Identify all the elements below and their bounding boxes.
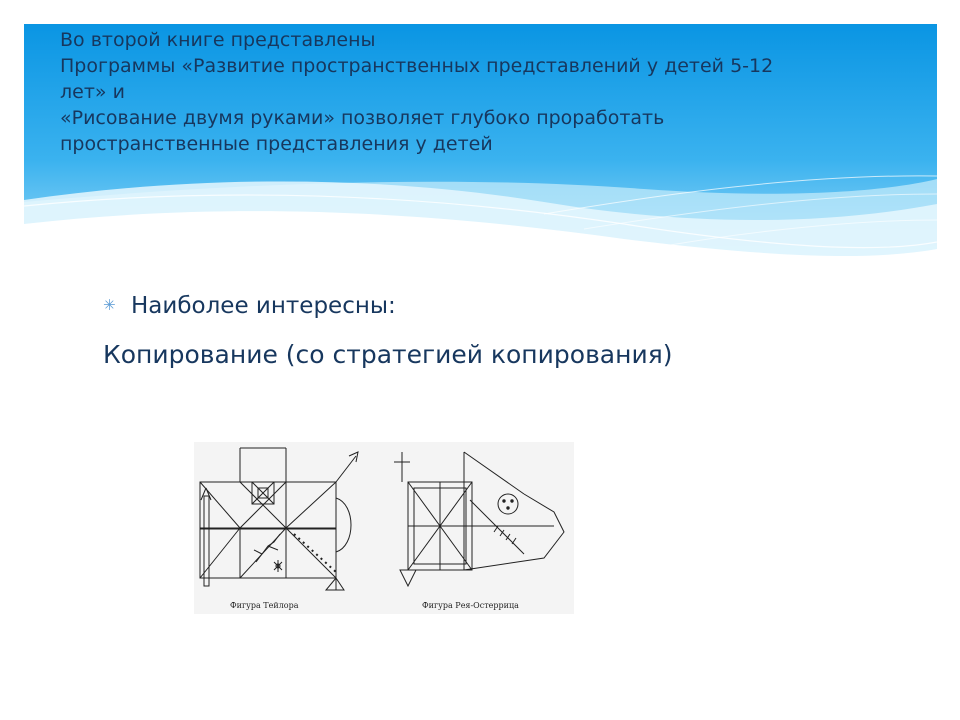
asterisk-bullet-icon: ✳	[103, 296, 116, 314]
rey-caption: Фигура Рея-Остеррица	[422, 601, 519, 610]
taylor-figure	[200, 448, 358, 590]
rey-figure	[394, 452, 564, 586]
bullet-text: Наиболее интересны:	[131, 293, 396, 319]
title-line-2: Программы «Развитие пространственных представлений у детей 5-12	[60, 55, 774, 77]
title-line-1: Во второй книге представлены	[60, 29, 376, 51]
title-line-4: «Рисование двумя руками» позволяет глубоко проработать	[60, 107, 665, 129]
complex-figures-drawing	[194, 442, 574, 614]
slide-title	[60, 27, 900, 157]
figures-image	[194, 442, 574, 614]
body-subtext: Копирование (со стратегией копирования)	[103, 340, 673, 369]
taylor-caption: Фигура Тейлора	[230, 601, 299, 610]
bullet-item	[103, 290, 396, 321]
title-line-3: лет» и	[60, 81, 125, 103]
title-line-5: пространственные представления у детей	[60, 133, 493, 155]
